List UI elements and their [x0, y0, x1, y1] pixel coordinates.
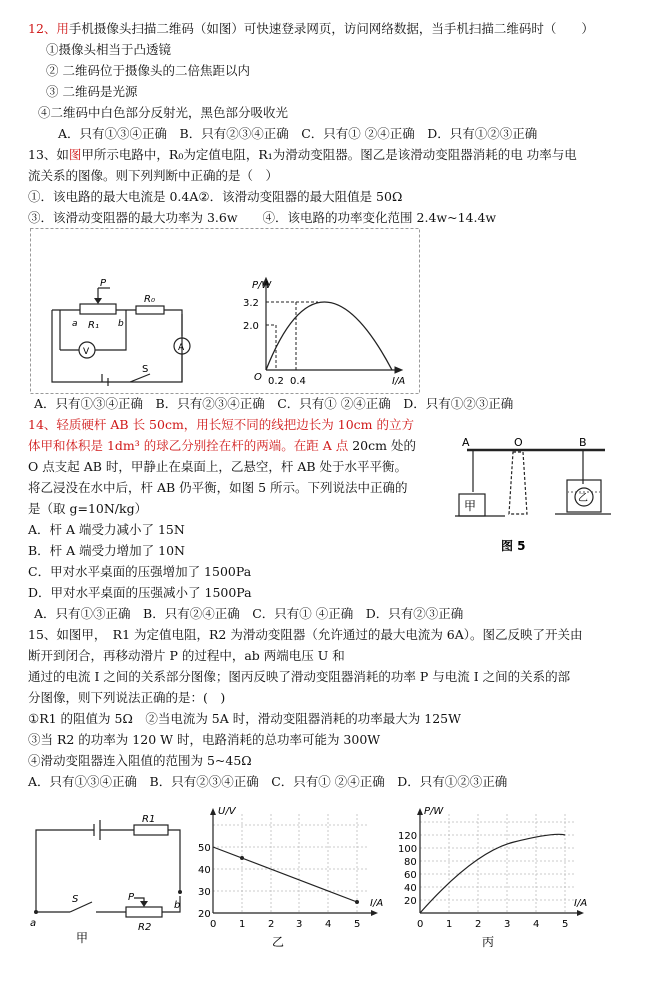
q13-item-line1: ①．该电路的最大电流是 0.4A②．该滑动变阻器的最大阻值是 50Ω [28, 189, 403, 204]
q12-options: A．只有①③④正确 B．只有②③④正确 C．只有① ②④正确 D．只有①②③正确 [58, 126, 538, 141]
q13-graph-xlabel: I/A [392, 376, 406, 387]
q14-label-B: B [579, 436, 587, 449]
q14-label-A: A [462, 436, 470, 449]
q15-caption-bing: 丙 [482, 935, 495, 949]
q15-fig-jia [30, 808, 195, 948]
q15-item2: ③当 R2 的功率为 120 W 时，电路消耗的总功率可能为 300W [28, 732, 381, 747]
q15-bing-xtick-0: 0 [417, 919, 424, 930]
q15-label-P: P [128, 892, 135, 903]
q13-stem-line2: 流关系的图像。则下列判断中正确的是（ ） [28, 168, 279, 183]
q13-graph [263, 278, 402, 373]
q14-options: A．只有①③正确 B．只有②④正确 C．只有① ④正确 D．只有②③正确 [34, 606, 464, 621]
q15-bing-xtick-2: 2 [475, 919, 482, 930]
label-b: b [118, 319, 124, 329]
q12-item-3: ③ 二维码是光源 [46, 84, 138, 99]
q13-graph-origin: O [254, 372, 262, 383]
q15-caption-jia: 甲 [76, 931, 89, 945]
voltmeter-icon: V [83, 347, 90, 357]
q13-figure [30, 228, 420, 394]
q14-line2: 体甲和体积是 1dm³ 的球乙分别拴在杆的两端。在距 A 点 20cm 处的 [28, 438, 416, 453]
q13-options: A．只有①③④正确 B．只有②③④正确 C．只有① ②④正确 D．只有①②③正确 [34, 396, 514, 411]
q15-line2: 断开到闭合，再移动滑片 P 的过程中，ab 两端电压 U 和 [28, 648, 345, 663]
q15-bing-xtick-5: 5 [562, 919, 569, 930]
q15-yi-ytick-50: 50 [198, 843, 211, 854]
q13-stem-line1: 13、如图甲所示电路中，R₀为定值电阻，R₁为滑动变阻器。图乙是该滑动变阻器消耗的电 功率与电 [28, 147, 577, 162]
q14-choice-b: B．杆 A 端受力增加了 10N [28, 543, 185, 558]
q13-circuit [52, 288, 190, 386]
q13-item-line2: ③．该滑动变阻器的最大功率为 3.6w ④．该电路的功率变化范围 2.4w~14.4w [28, 210, 497, 225]
q15-yi-ytick-40: 40 [198, 865, 211, 876]
q15-caption-yi: 乙 [272, 935, 285, 949]
q15-item1: ①R1 的阻值为 5Ω ②当电流为 5A 时，滑动变阻器消耗的功率最大为 125W [28, 711, 461, 726]
q15-yi-xtick-2: 2 [268, 919, 275, 930]
q15-bing-xlabel: I/A [574, 898, 588, 909]
q15-label-R2: R2 [138, 922, 152, 933]
q15-bing-ytick-100: 100 [398, 844, 418, 855]
q15-yi-xtick-5: 5 [354, 919, 361, 930]
q13-xtick-0.2: 0.2 [268, 376, 284, 387]
q14-choice-d: D．甲对水平桌面的压强减小了 1500Pa [28, 585, 252, 600]
q15-label-b: b [174, 900, 181, 911]
q15-bing-ytick-40: 40 [404, 883, 417, 894]
q15-label-R1: R1 [142, 814, 156, 825]
q15-yi-xlabel: I/A [370, 898, 384, 909]
q15-yi-xtick-4: 4 [325, 919, 332, 930]
q14-label-yi: 乙 [578, 493, 588, 504]
q13-xtick-0.4: 0.4 [290, 376, 306, 387]
q13-graph-ylabel: P/W [252, 280, 272, 291]
q12-item-4: ④二维码中白色部分反射光，黑色部分吸收光 [38, 105, 289, 120]
q14-choice-c: C．甲对水平桌面的压强增加了 1500Pa [28, 564, 252, 579]
q15-yi-xtick-0: 0 [210, 919, 217, 930]
q15-yi-ytick-30: 30 [198, 887, 211, 898]
q15-yi-ytick-20: 20 [198, 909, 211, 920]
q15-yi-ylabel: U/V [218, 806, 236, 817]
q15-bing-ytick-60: 60 [404, 870, 417, 881]
q15-bing-xtick-4: 4 [533, 919, 540, 930]
q14-label-O: O [514, 436, 523, 449]
label-S: S [142, 364, 149, 375]
q15-item3: ④滑动变阻器连入阻值的范围为 5~45Ω [28, 753, 252, 768]
q15-line3: 通过的电流 I 之间的关系部分图像；图丙反映了滑动变阻器消耗的功率 P 与电流 I 之间的关系的部 [28, 669, 571, 684]
q14-label-jia: 甲 [464, 499, 477, 513]
q15-yi-xtick-3: 3 [296, 919, 303, 930]
q12-item-2: ② 二维码位于摄像头的二倍焦距以内 [46, 63, 250, 78]
q15-fig-yi [196, 802, 392, 952]
ammeter-icon: A [178, 343, 185, 353]
q15-line4: 分图像，则下列说法正确的是：( ) [28, 690, 226, 705]
label-R1: R₁ [88, 320, 99, 331]
q12-stem: 12、用手机摄像头扫描二维码（如图）可快速登录网页，访问网络数据，当手机扫描二维码时（ ） [28, 21, 594, 36]
q15-label-a: a [30, 918, 37, 929]
q15-bing-xtick-3: 3 [504, 919, 511, 930]
q14-choice-a: A．杆 A 端受力减小了 15N [28, 522, 185, 537]
q14-line5: 是（取 g=10N/kg） [28, 501, 148, 516]
label-a: a [72, 319, 78, 329]
q15-bing-ytick-20: 20 [404, 896, 417, 907]
q15-bing-ytick-80: 80 [404, 857, 417, 868]
q14-caption: 图 5 [501, 539, 526, 553]
q14-line4: 将乙浸没在水中后，杆 AB 仍平衡，如图 5 所示。下列说法中正确的 [28, 480, 408, 495]
q13-ytick-3.2: 3.2 [243, 298, 259, 309]
q15-bing-ylabel: P/W [424, 806, 444, 817]
q15-bing-xtick-1: 1 [446, 919, 453, 930]
label-P: P [100, 278, 107, 289]
q15-bing-ytick-120: 120 [398, 831, 418, 842]
q14-figure [455, 436, 615, 556]
q15-line1: 15、如图甲， R1 为定值电阻，R2 为滑动变阻器（允许通过的最大电流为 6A）。图乙反映了开关由 [28, 627, 583, 642]
q14-line3: O 点支起 AB 时，甲静止在桌面上，乙悬空，杆 AB 处于水平平衡。 [28, 459, 408, 474]
q15-fig-bing [394, 802, 594, 952]
q14-line1: 14、轻质硬杆 AB 长 50cm，用长短不同的线把边长为 10cm 的立方 [28, 417, 415, 432]
q15-yi-xtick-1: 1 [239, 919, 246, 930]
q13-ytick-2.0: 2.0 [243, 321, 259, 332]
q12-item-1: ①摄像头相当于凸透镜 [46, 42, 172, 57]
q15-options: A．只有①③④正确 B．只有②③④正确 C．只有① ②④正确 D．只有①②③正确 [28, 774, 508, 789]
q15-label-S: S [72, 894, 79, 905]
label-R0: R₀ [144, 294, 155, 305]
